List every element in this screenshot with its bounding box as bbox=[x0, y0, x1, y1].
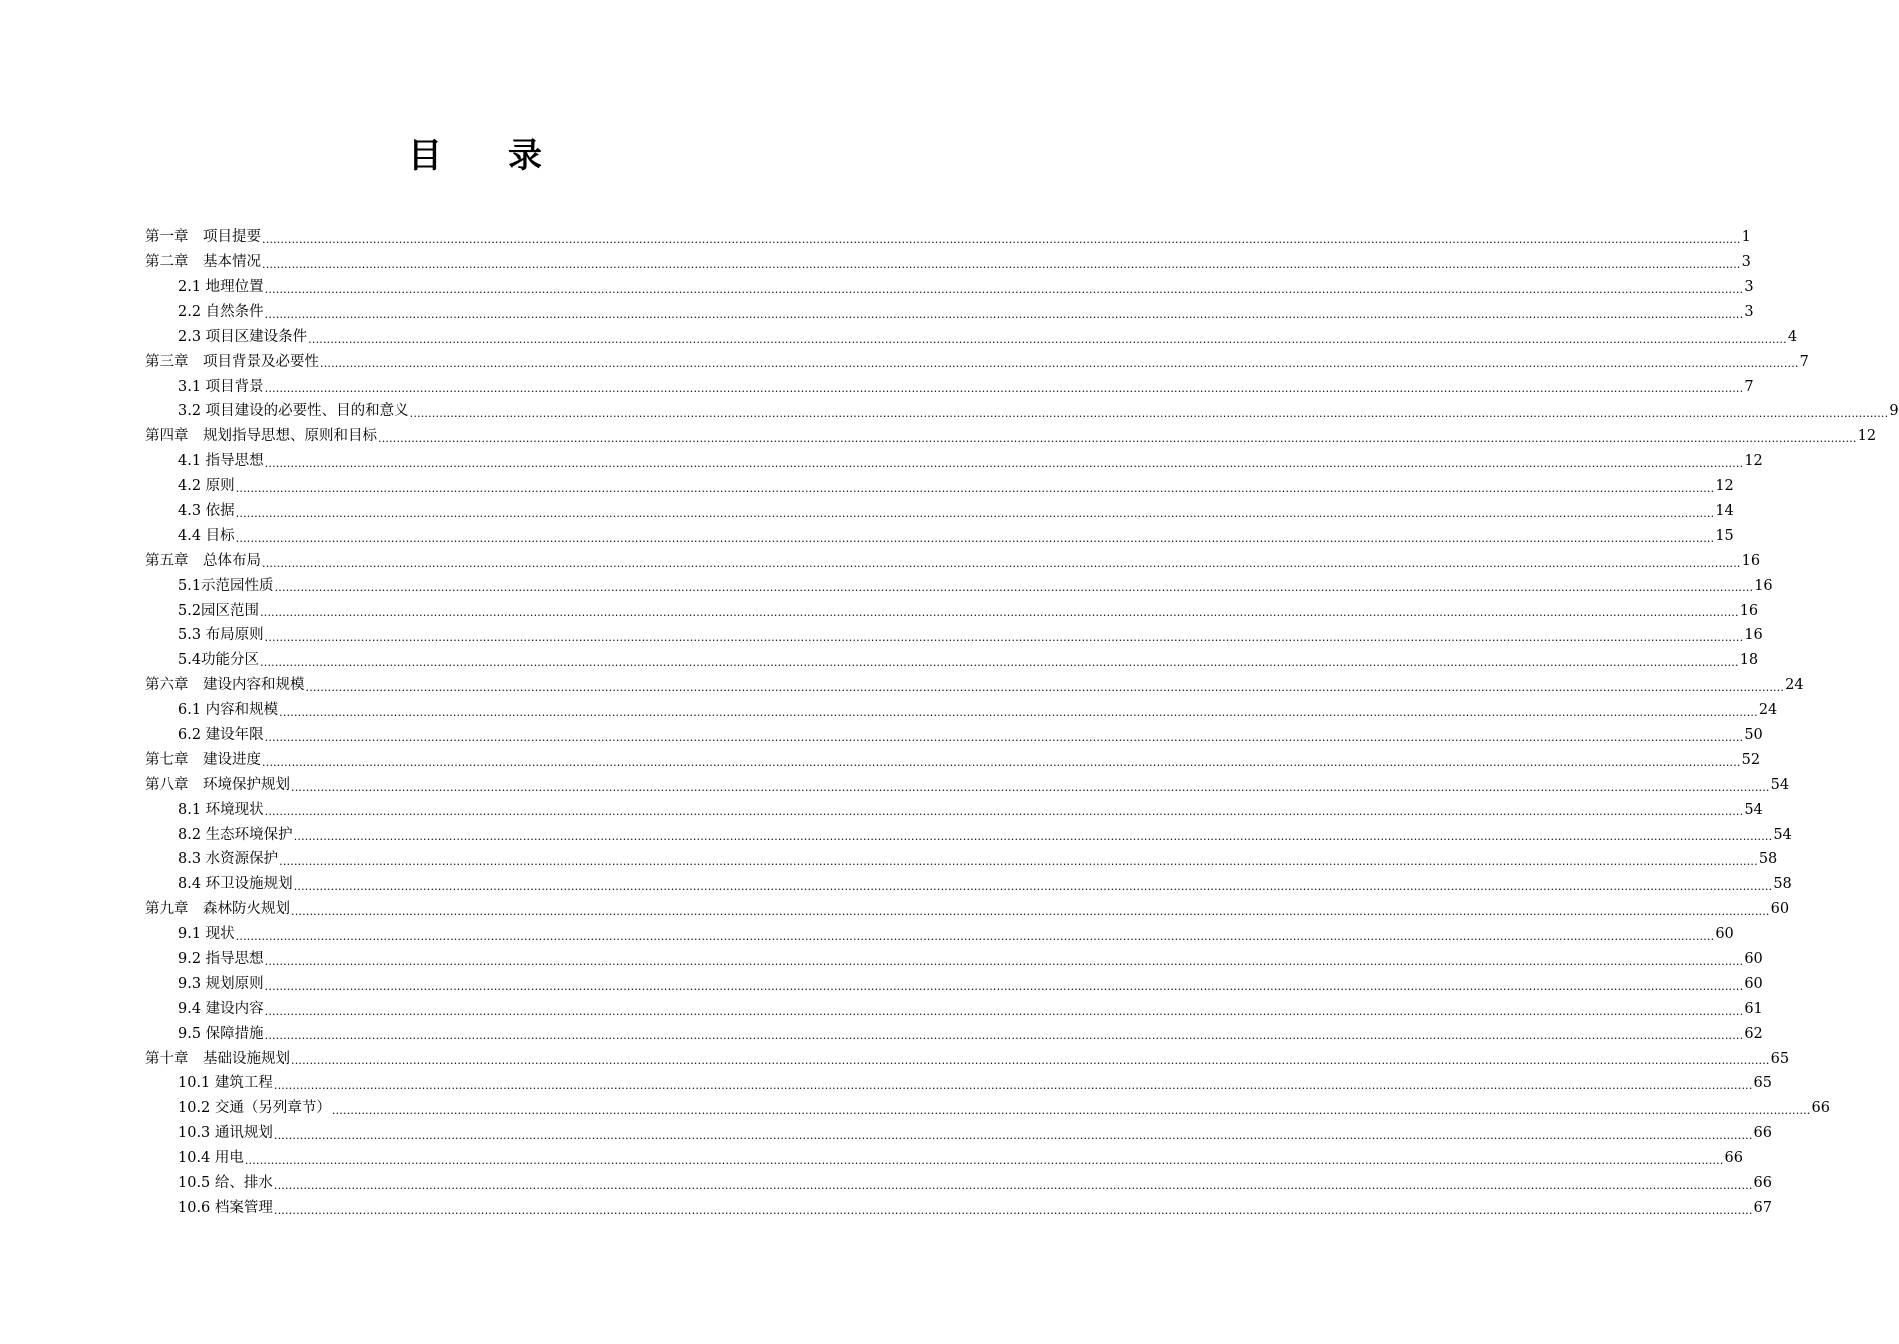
toc-section-entry[interactable] bbox=[145, 573, 1773, 598]
toc-dot-leader: ................................................................................................................................................................................................................................................................................................................................................................................................................ bbox=[260, 606, 1739, 620]
toc-page-number: 66 bbox=[1811, 1100, 1830, 1117]
toc-dot-leader: ................................................................................................................................................................................................................................................................................................................................................................................................................ bbox=[262, 232, 1741, 246]
toc-section-entry[interactable] bbox=[145, 797, 1763, 822]
toc-dot-leader: ................................................................................................................................................................................................................................................................................................................................................................................................................ bbox=[262, 755, 1741, 769]
toc-chapter-entry[interactable] bbox=[145, 773, 1790, 798]
toc-page-number: 66 bbox=[1753, 1175, 1772, 1192]
toc-dot-leader: ................................................................................................................................................................................................................................................................................................................................................................................................................ bbox=[409, 407, 1889, 421]
toc-entry-label: 9.4 建设内容 bbox=[178, 1000, 264, 1017]
toc-entry-label: 4.3 依据 bbox=[178, 502, 235, 519]
toc-page-number: 50 bbox=[1744, 727, 1763, 743]
toc-section-entry[interactable] bbox=[145, 822, 1792, 847]
toc-entry-label: 9.3 规划原则 bbox=[178, 975, 264, 992]
toc-page-number: 60 bbox=[1744, 975, 1763, 992]
toc-dot-leader: ................................................................................................................................................................................................................................................................................................................................................................................................................ bbox=[273, 1129, 1753, 1142]
toc-entry-label: 第四章 规划指导思想、原则和目标 bbox=[145, 428, 377, 445]
toc-dot-leader: ................................................................................................................................................................................................................................................................................................................................................................................................................ bbox=[274, 581, 1754, 595]
toc-entry-label: 4.2 原则 bbox=[178, 478, 235, 495]
toc-dot-leader: ................................................................................................................................................................................................................................................................................................................................................................................................................ bbox=[305, 680, 1785, 694]
page-title bbox=[0, 128, 950, 177]
toc-page-number: 54 bbox=[1770, 776, 1790, 793]
toc-dot-leader: ................................................................................................................................................................................................................................................................................................................................................................................................................ bbox=[273, 1079, 1753, 1093]
toc-chapter-entry[interactable] bbox=[145, 250, 1751, 275]
toc-dot-leader: ................................................................................................................................................................................................................................................................................................................................................................................................................ bbox=[264, 456, 1744, 470]
toc-entry-label: 5.3 布局原则 bbox=[178, 627, 264, 644]
toc-dot-leader: ................................................................................................................................................................................................................................................................................................................................................................................................................ bbox=[235, 531, 1715, 545]
toc-dot-leader: ................................................................................................................................................................................................................................................................................................................................................................................................................ bbox=[244, 1153, 1724, 1167]
toc-dot-leader: ................................................................................................................................................................................................................................................................................................................................................................................................................ bbox=[264, 631, 1744, 645]
toc-entry-label: 8.4 环卫设施规划 bbox=[178, 876, 293, 893]
toc-entry-label: 10.5 给、排水 bbox=[178, 1175, 273, 1192]
toc-page-number: 3 bbox=[1744, 303, 1754, 320]
toc-entry-label: 第九章 森林防火规划 bbox=[145, 901, 290, 918]
toc-section-entry[interactable] bbox=[145, 922, 1734, 947]
toc-dot-leader: ................................................................................................................................................................................................................................................................................................................................................................................................................ bbox=[279, 855, 1758, 869]
toc-page-number: 4 bbox=[1787, 328, 1798, 345]
toc-page-number: 60 bbox=[1715, 926, 1734, 943]
toc-section-entry[interactable] bbox=[145, 399, 1899, 424]
toc-chapter-entry[interactable] bbox=[145, 349, 1809, 374]
toc-dot-leader: ................................................................................................................................................................................................................................................................................................................................................................................................................ bbox=[378, 432, 1857, 446]
toc-entry-label: 第七章 建设进度 bbox=[145, 751, 261, 768]
toc-page-number: 9 bbox=[1889, 403, 1899, 420]
toc-entry-label: 9.2 指导思想 bbox=[178, 951, 264, 968]
toc-section-entry[interactable] bbox=[145, 997, 1763, 1022]
toc-dot-leader: ................................................................................................................................................................................................................................................................................................................................................................................................................ bbox=[279, 705, 1758, 719]
toc-dot-leader: ................................................................................................................................................................................................................................................................................................................................................................................................................ bbox=[264, 954, 1744, 968]
toc-entry-label: 2.3 项目区建设条件 bbox=[178, 328, 308, 345]
toc-section-entry[interactable] bbox=[145, 374, 1754, 399]
toc-section-entry[interactable] bbox=[145, 1071, 1772, 1096]
toc-chapter-entry[interactable] bbox=[145, 424, 1877, 449]
toc-dot-leader: ................................................................................................................................................................................................................................................................................................................................................................................................................ bbox=[273, 1203, 1753, 1217]
toc-page-number: 1 bbox=[1741, 229, 1751, 246]
title-char-2: 录 bbox=[508, 136, 542, 176]
toc-section-entry[interactable] bbox=[145, 474, 1734, 499]
toc-page-number: 24 bbox=[1758, 702, 1778, 719]
toc-entry-label: 6.2 建设年限 bbox=[178, 727, 264, 743]
toc-entry-label: 第十章 基础设施规划 bbox=[145, 1050, 290, 1067]
toc-page-number: 60 bbox=[1744, 951, 1763, 968]
table-of-contents bbox=[145, 225, 1899, 1221]
toc-page-number: 7 bbox=[1744, 378, 1754, 395]
toc-entry-label: 4.4 目标 bbox=[178, 527, 235, 544]
toc-page-number: 15 bbox=[1715, 527, 1734, 544]
toc-section-entry[interactable] bbox=[145, 524, 1734, 549]
toc-section-entry[interactable] bbox=[145, 275, 1754, 300]
toc-section-entry[interactable] bbox=[145, 499, 1734, 524]
toc-dot-leader: ................................................................................................................................................................................................................................................................................................................................................................................................................ bbox=[293, 830, 1773, 844]
toc-section-entry[interactable] bbox=[145, 872, 1792, 897]
toc-section-entry[interactable] bbox=[145, 325, 1798, 350]
toc-entry-label: 10.3 通讯规划 bbox=[178, 1125, 273, 1142]
toc-dot-leader: ................................................................................................................................................................................................................................................................................................................................................................................................................ bbox=[235, 481, 1715, 495]
toc-dot-leader: ................................................................................................................................................................................................................................................................................................................................................................................................................ bbox=[264, 382, 1744, 396]
toc-section-entry[interactable] bbox=[145, 947, 1763, 972]
toc-section-entry[interactable] bbox=[145, 723, 1763, 748]
toc-entry-label: 5.4功能分区 bbox=[178, 652, 260, 669]
toc-section-entry[interactable] bbox=[145, 1121, 1772, 1146]
toc-page-number: 67 bbox=[1753, 1199, 1772, 1216]
toc-entry-label: 第六章 建设内容和规模 bbox=[145, 677, 305, 694]
toc-entry-label: 6.1 内容和规模 bbox=[178, 702, 279, 719]
toc-entry-label: 10.4 用电 bbox=[178, 1150, 244, 1167]
toc-dot-leader: ................................................................................................................................................................................................................................................................................................................................................................................................................ bbox=[262, 257, 1741, 271]
toc-dot-leader: ................................................................................................................................................................................................................................................................................................................................................................................................................ bbox=[291, 1054, 1770, 1068]
toc-entry-label: 2.1 地理位置 bbox=[178, 278, 264, 295]
toc-page-number: 62 bbox=[1744, 1025, 1763, 1042]
toc-page-number: 52 bbox=[1741, 751, 1761, 768]
toc-section-entry[interactable] bbox=[145, 847, 1778, 872]
toc-dot-leader: ................................................................................................................................................................................................................................................................................................................................................................................................................ bbox=[264, 1004, 1744, 1018]
toc-page-number: 16 bbox=[1739, 602, 1759, 619]
toc-entry-label: 8.1 环境现状 bbox=[178, 801, 264, 818]
toc-section-entry[interactable] bbox=[145, 698, 1778, 723]
toc-page-number: 66 bbox=[1753, 1125, 1772, 1142]
toc-section-entry[interactable] bbox=[145, 648, 1759, 673]
toc-section-entry[interactable] bbox=[145, 623, 1763, 648]
toc-dot-leader: ................................................................................................................................................................................................................................................................................................................................................................................................................ bbox=[264, 730, 1744, 744]
toc-chapter-entry[interactable] bbox=[145, 549, 1761, 574]
toc-page-number: 61 bbox=[1744, 1000, 1763, 1017]
toc-dot-leader: ................................................................................................................................................................................................................................................................................................................................................................................................................ bbox=[235, 929, 1715, 943]
toc-entry-label: 10.2 交通（另列章节） bbox=[178, 1100, 331, 1117]
toc-chapter-entry[interactable] bbox=[145, 748, 1761, 773]
toc-page-number: 16 bbox=[1741, 552, 1761, 569]
toc-entry-label: 8.3 水资源保护 bbox=[178, 851, 279, 868]
toc-page-number: 65 bbox=[1753, 1075, 1772, 1092]
toc-page-number: 14 bbox=[1715, 502, 1734, 519]
toc-dot-leader: ................................................................................................................................................................................................................................................................................................................................................................................................................ bbox=[260, 656, 1739, 670]
toc-entry-label: 第三章 项目背景及必要性 bbox=[145, 353, 319, 370]
toc-entry-label: 2.2 自然条件 bbox=[178, 303, 264, 320]
toc-page-number: 16 bbox=[1754, 577, 1773, 594]
toc-entry-label: 10.1 建筑工程 bbox=[178, 1075, 273, 1092]
toc-page-number: 66 bbox=[1724, 1150, 1743, 1167]
toc-entry-label: 第一章 项目提要 bbox=[145, 229, 261, 246]
toc-dot-leader: ................................................................................................................................................................................................................................................................................................................................................................................................................ bbox=[262, 556, 1741, 570]
toc-page-number: 3 bbox=[1741, 254, 1751, 271]
toc-page-number: 18 bbox=[1739, 652, 1759, 669]
toc-dot-leader: ................................................................................................................................................................................................................................................................................................................................................................................................................ bbox=[320, 357, 1799, 371]
toc-entry-label: 第五章 总体布局 bbox=[145, 552, 261, 569]
toc-section-entry[interactable] bbox=[145, 598, 1759, 623]
toc-page-number: 7 bbox=[1799, 353, 1809, 370]
toc-entry-label: 5.2园区范围 bbox=[178, 602, 260, 619]
toc-page-number: 16 bbox=[1744, 627, 1763, 644]
toc-page-number: 60 bbox=[1770, 901, 1790, 918]
toc-page-number: 12 bbox=[1857, 428, 1877, 445]
toc-page-number: 12 bbox=[1744, 453, 1763, 470]
toc-entry-label: 3.1 项目背景 bbox=[178, 378, 264, 395]
toc-dot-leader: ................................................................................................................................................................................................................................................................................................................................................................................................................ bbox=[273, 1178, 1753, 1192]
toc-entry-label: 9.1 现状 bbox=[178, 926, 235, 943]
toc-section-entry[interactable] bbox=[145, 1022, 1763, 1047]
toc-section-entry[interactable] bbox=[145, 1096, 1830, 1121]
toc-entry-label: 第二章 基本情况 bbox=[145, 254, 261, 271]
toc-entry-label: 10.6 档案管理 bbox=[178, 1199, 273, 1216]
toc-entry-label: 8.2 生态环境保护 bbox=[178, 826, 293, 843]
toc-dot-leader: ................................................................................................................................................................................................................................................................................................................................................................................................................ bbox=[264, 1029, 1744, 1043]
toc-section-entry[interactable] bbox=[145, 972, 1763, 997]
toc-entry-label: 5.1示范园性质 bbox=[178, 577, 274, 594]
toc-section-entry[interactable] bbox=[145, 300, 1754, 325]
toc-dot-leader: ................................................................................................................................................................................................................................................................................................................................................................................................................ bbox=[331, 1104, 1811, 1118]
toc-entry-label: 9.5 保障措施 bbox=[178, 1025, 264, 1042]
toc-dot-leader: ................................................................................................................................................................................................................................................................................................................................................................................................................ bbox=[293, 880, 1773, 894]
toc-page-number: 12 bbox=[1715, 478, 1734, 495]
toc-chapter-entry[interactable] bbox=[145, 897, 1790, 922]
toc-dot-leader: ................................................................................................................................................................................................................................................................................................................................................................................................................ bbox=[235, 506, 1715, 520]
title-char-1: 目 bbox=[408, 136, 442, 176]
toc-entry-label: 第八章 环境保护规划 bbox=[145, 776, 290, 793]
toc-dot-leader: ................................................................................................................................................................................................................................................................................................................................................................................................................ bbox=[291, 904, 1770, 918]
toc-page-number: 58 bbox=[1758, 851, 1778, 868]
toc-dot-leader: ................................................................................................................................................................................................................................................................................................................................................................................................................ bbox=[308, 332, 1787, 346]
toc-chapter-entry[interactable] bbox=[145, 225, 1751, 250]
toc-chapter-entry[interactable] bbox=[145, 1046, 1790, 1071]
toc-dot-leader: ................................................................................................................................................................................................................................................................................................................................................................................................................ bbox=[264, 979, 1744, 993]
toc-section-entry[interactable] bbox=[145, 1171, 1772, 1196]
toc-dot-leader: ................................................................................................................................................................................................................................................................................................................................................................................................................ bbox=[291, 780, 1770, 794]
toc-dot-leader: ................................................................................................................................................................................................................................................................................................................................................................................................................ bbox=[264, 307, 1744, 321]
toc-page-number: 65 bbox=[1770, 1050, 1790, 1067]
toc-page-number: 58 bbox=[1773, 876, 1792, 893]
toc-section-entry[interactable] bbox=[145, 449, 1763, 474]
toc-dot-leader: ................................................................................................................................................................................................................................................................................................................................................................................................................ bbox=[264, 805, 1744, 819]
toc-page-number: 3 bbox=[1744, 278, 1754, 295]
toc-entry-label: 4.1 指导思想 bbox=[178, 453, 264, 470]
toc-page-number: 24 bbox=[1785, 677, 1804, 694]
toc-entry-label: 3.2 项目建设的必要性、目的和意义 bbox=[178, 403, 409, 420]
toc-page-number: 54 bbox=[1773, 826, 1792, 843]
toc-chapter-entry[interactable] bbox=[145, 673, 1804, 698]
toc-section-entry[interactable] bbox=[145, 1146, 1743, 1171]
toc-page-number: 54 bbox=[1744, 801, 1763, 818]
toc-section-entry[interactable] bbox=[145, 1196, 1772, 1221]
toc-dot-leader: ................................................................................................................................................................................................................................................................................................................................................................................................................ bbox=[264, 282, 1744, 296]
